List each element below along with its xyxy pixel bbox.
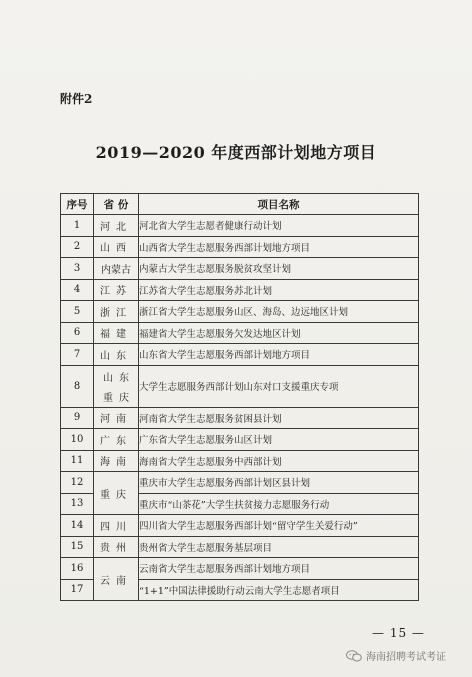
row-name: 山东省大学生志愿服务西部计划地方项目 — [139, 344, 419, 366]
table-row — [61, 429, 419, 451]
row-no: 3 — [61, 258, 94, 280]
table-row — [61, 215, 419, 237]
row-province: 四川 — [94, 515, 139, 537]
row-name: 浙江省大学生志愿服务山区、海岛、边远地区计划 — [139, 301, 419, 323]
row-name: “1+1”中国法律援助行动云南大学生志愿者项目 — [139, 579, 419, 601]
header-no: 序号 — [61, 194, 94, 215]
row-no: 17 — [61, 579, 94, 601]
row-no: 9 — [61, 407, 94, 429]
header-province: 省 份 — [94, 194, 139, 215]
table-row — [61, 236, 419, 258]
table-row — [61, 301, 419, 323]
row-name: 云南省大学生志愿服务西部计划地方项目 — [139, 558, 419, 580]
row-province-stack — [94, 365, 139, 407]
row-province: 山西 — [94, 236, 139, 258]
table-row — [61, 258, 419, 280]
row-no: 14 — [61, 515, 94, 537]
row-province: 山东 — [94, 344, 139, 366]
row-name: 河北省大学生志愿者健康行动计划 — [139, 215, 419, 237]
row-province: 江苏 — [94, 279, 139, 301]
table-row — [61, 536, 419, 558]
row-province: 浙江 — [94, 301, 139, 323]
row-no: 4 — [61, 279, 94, 301]
row-no: 8 — [61, 365, 94, 407]
table-row — [61, 450, 419, 472]
row-no: 16 — [61, 558, 94, 580]
row-name: 重庆市“山茶花”大学生扶贫接力志愿服务行动 — [139, 493, 419, 515]
table-row — [61, 472, 419, 494]
row-name: 重庆市大学生志愿服务西部计划区县计划 — [139, 472, 419, 494]
row-no: 6 — [61, 322, 94, 344]
row-province-bottom: 重庆 — [103, 392, 135, 404]
header-name: 项目名称 — [139, 194, 419, 215]
page-title: 2019—2020 年度西部计划地方项目 — [95, 143, 377, 162]
row-province: 贵州 — [94, 536, 139, 558]
row-name: 广东省大学生志愿服务山区计划 — [139, 429, 419, 451]
row-name: 贵州省大学生志愿服务基层项目 — [139, 536, 419, 558]
page-number: — 15 — — [372, 626, 425, 640]
table-row — [61, 407, 419, 429]
table-row — [61, 365, 419, 407]
row-province: 广东 — [94, 429, 139, 451]
row-no: 10 — [61, 429, 94, 451]
table-row — [61, 322, 419, 344]
row-province: 河南 — [94, 407, 139, 429]
table-row — [61, 515, 419, 537]
chat-bubbles-icon — [346, 650, 362, 662]
row-name: 四川省大学生志愿服务西部计划“留守学生关爱行动” — [139, 515, 419, 537]
row-no: 2 — [61, 236, 94, 258]
watermark-text: 海南招聘考试考证 — [366, 652, 446, 663]
row-province: 重庆 — [94, 472, 139, 515]
row-province: 河北 — [94, 215, 139, 237]
annex-label: 附件2 — [60, 92, 93, 106]
project-table — [60, 193, 419, 601]
row-no: 5 — [61, 301, 94, 323]
row-name: 内蒙古大学生志愿服务脱贫攻坚计划 — [139, 258, 419, 280]
row-province: 内蒙古 — [94, 258, 139, 280]
table-row — [61, 558, 419, 580]
row-province: 福建 — [94, 322, 139, 344]
table-row — [61, 279, 419, 301]
row-no: 1 — [61, 215, 94, 237]
table-header-row — [61, 194, 419, 215]
row-province-top: 山东 — [103, 372, 135, 384]
row-name: 大学生志愿服务西部计划山东对口支援重庆专项 — [139, 365, 419, 407]
row-province: 云南 — [94, 558, 139, 601]
row-name: 海南省大学生志愿服务中西部计划 — [139, 450, 419, 472]
row-no: 13 — [61, 493, 94, 515]
watermark — [346, 648, 446, 663]
row-province: 海南 — [94, 450, 139, 472]
row-name: 山西省大学生志愿服务西部计划地方项目 — [139, 236, 419, 258]
row-name: 江苏省大学生志愿服务苏北计划 — [139, 279, 419, 301]
row-no: 11 — [61, 450, 94, 472]
row-no: 15 — [61, 536, 94, 558]
row-name: 福建省大学生志愿服务欠发达地区计划 — [139, 322, 419, 344]
row-no: 12 — [61, 472, 94, 494]
row-no: 7 — [61, 344, 94, 366]
table-row — [61, 344, 419, 366]
row-name: 河南省大学生志愿服务贫困县计划 — [139, 407, 419, 429]
